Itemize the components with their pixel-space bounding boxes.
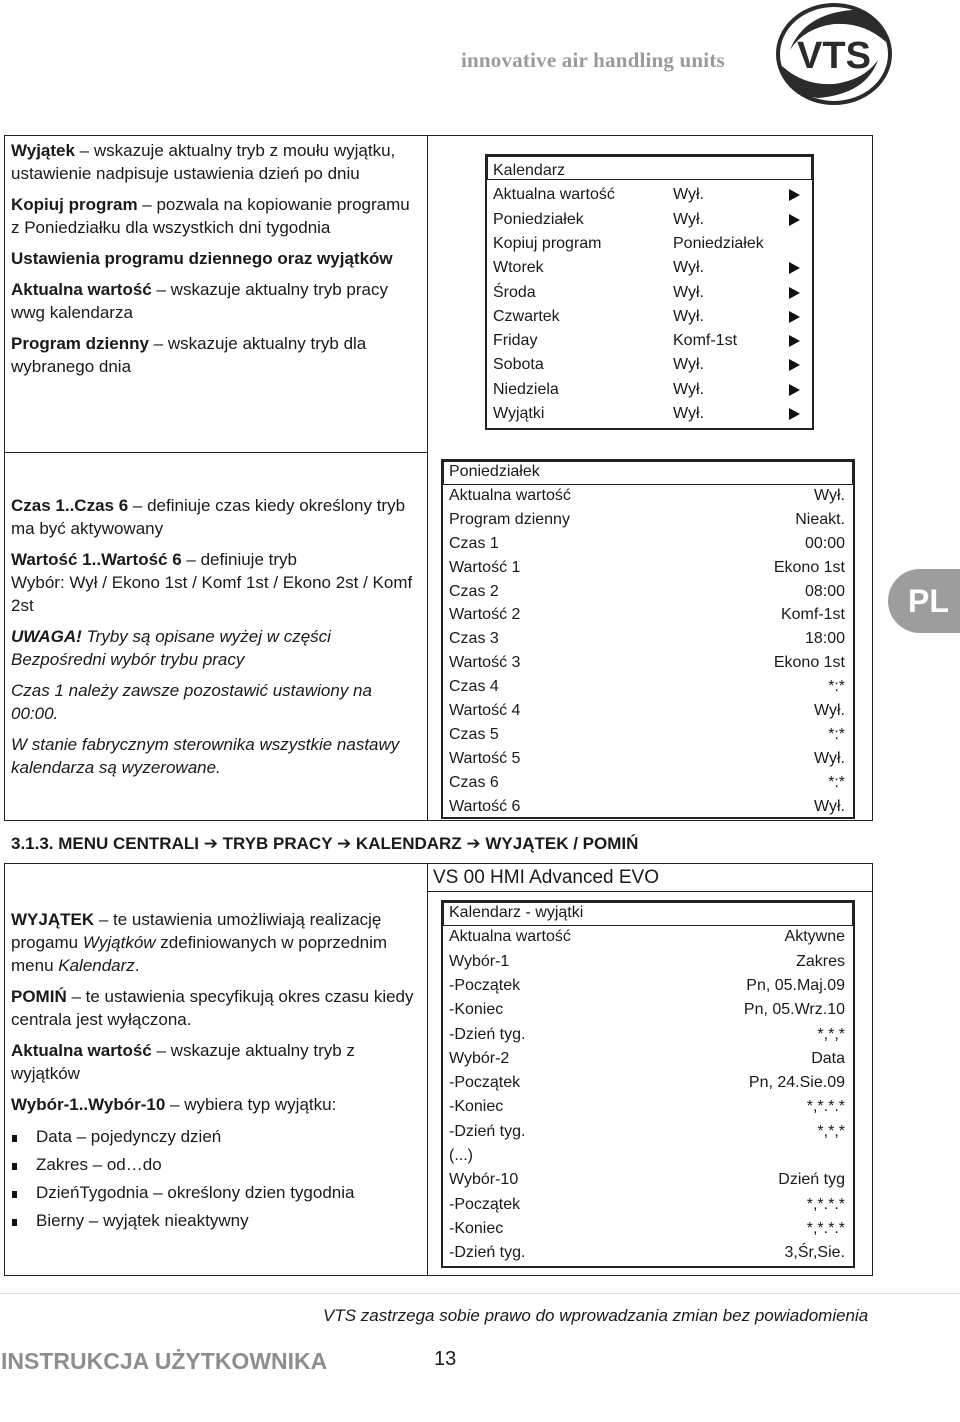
paragraph-wartosc: Wartość 1..Wartość 6 – definiuje tryb Wybór: Wył / Ekono 1st / Komf 1st / Ekono 2st / Komf 2st [11, 550, 413, 615]
wyjatki-row[interactable] [445, 1095, 845, 1119]
wyjatki-row-label: -Początek [449, 1195, 521, 1213]
wyjatki-row[interactable] [445, 1120, 845, 1144]
kalendarz-row[interactable] [489, 378, 804, 402]
poniedzialek-row-value: *:* [828, 773, 845, 791]
wyjatki-row[interactable] [445, 1217, 845, 1241]
arrow-right-icon[interactable] [789, 408, 800, 420]
wyjatki-row-label: Aktualna wartość [449, 928, 571, 946]
paragraph-wybor: Wybór-1..Wybór-10 – wybiera typ wyjątku: [11, 1095, 337, 1114]
paragraph-wyjatek: Wyjątek – wskazuje aktualny tryb z moułu wyjątku, ustawienie nadpisuje ustawienia dzień po dniu [11, 141, 396, 183]
wyjatki-row-label: -Koniec [449, 1001, 504, 1019]
header-tagline: innovative air handling units [461, 48, 725, 72]
section1-divider [427, 135, 428, 821]
paragraph-pomin: POMIŃ – te ustawienia specyfikują okres czasu kiedy centrala jest wyłączona. [11, 987, 414, 1029]
poniedzialek-row-label: Wartość 4 [449, 702, 521, 719]
wyjatki-row[interactable] [445, 1168, 845, 1192]
kalendarz-row[interactable] [489, 256, 804, 280]
arrow-right-icon[interactable] [789, 214, 800, 226]
kalendarz-row[interactable] [489, 208, 804, 232]
wyjatki-row-value: *,*,* [817, 1025, 845, 1043]
paragraph-uwaga: UWAGA! Tryby są opisane wyżej w części Bezpośredni wybór trybu pracy [11, 627, 331, 669]
wyjatki-row-label: -Początek [449, 1074, 521, 1092]
arrow-right-icon[interactable] [789, 335, 800, 347]
poniedzialek-row-label: Wartość 1 [449, 558, 521, 576]
kalendarz-row-value: Wył. [673, 259, 704, 277]
paragraph-kopiuj: Kopiuj program – pozwala na kopiowanie programu z Poniedziałku dla wszystkich dni tygodnia [11, 195, 410, 237]
kalendarz-row-value: Wył. [673, 380, 704, 398]
kalendarz-row[interactable] [489, 353, 804, 377]
poniedzialek-row[interactable] [445, 651, 845, 675]
footer-divider [0, 1293, 960, 1294]
vts-logo [774, 2, 894, 106]
section1-left-text-2 [11, 494, 421, 779]
wyjatki-row-value: Dzień tyg [778, 1171, 845, 1189]
kalendarz-row-value: Poniedziałek [673, 234, 764, 252]
wyjatki-row-value: Data [811, 1049, 845, 1067]
poniedzialek-row-value: Ekono 1st [773, 558, 845, 576]
kalendarz-row[interactable] [489, 305, 804, 329]
wyjatki-row-value: *,*.*.* [806, 1219, 845, 1237]
wyjatki-row[interactable] [445, 1193, 845, 1217]
poniedzialek-row[interactable] [445, 508, 845, 532]
wyjatki-row-label: Wybór-2 [449, 1049, 510, 1067]
poniedzialek-row[interactable] [445, 580, 845, 604]
footer-disclaimer: VTS zastrzega sobie prawo do wprowadzania zmian bez powiadomienia [323, 1306, 869, 1325]
kalendarz-row-label: Wyjątki [493, 405, 545, 422]
footer-manual-title: INSTRUKCJA UŻYTKOWNIKA [1, 1348, 328, 1374]
wyjatki-row-label: Wybór-10 [449, 1171, 519, 1189]
wyjatki-row-label: -Dzień tyg. [449, 1244, 526, 1262]
wyjatki-row-value: Aktywne [784, 928, 845, 946]
wyjatki-row-label: (...) [449, 1147, 473, 1164]
wyjatki-title: Kalendarz - wyjątki [449, 904, 584, 921]
wyjatki-row-value: Pn, 05.Wrz.10 [743, 1001, 845, 1019]
wyjatki-row-value: *,*.*.* [806, 1195, 845, 1213]
poniedzialek-row-value: *:* [828, 725, 845, 743]
kalendarz-row[interactable] [489, 402, 804, 426]
wyjatki-row[interactable] [445, 1071, 845, 1095]
kalendarz-row[interactable] [489, 329, 804, 353]
wyjatki-row-value: *,*,* [817, 1122, 845, 1140]
section2-divider [427, 863, 428, 1276]
wyjatki-row[interactable] [445, 950, 845, 974]
paragraph-program: Program dzienny – wskazuje aktualny tryb dla wybranego dnia [11, 334, 367, 376]
poniedzialek-row-value: Ekono 1st [773, 654, 845, 672]
wyjatki-row-label: -Koniec [449, 1219, 504, 1237]
bullet-dzien-tygodnia: DzieńTygodnia – określony dzien tygodnia [36, 1183, 355, 1202]
poniedzialek-row[interactable] [445, 795, 845, 819]
poniedzialek-row[interactable] [445, 603, 845, 627]
poniedzialek-row-label: Czas 4 [449, 678, 499, 696]
poniedzialek-row-label: Wartość 2 [449, 606, 521, 624]
kalendarz-row-label: Środa [493, 283, 536, 301]
poniedzialek-row[interactable] [445, 484, 845, 508]
poniedzialek-row-value: Komf-1st [780, 606, 845, 624]
wyjatki-row-value: *,*.*.* [806, 1098, 845, 1116]
kalendarz-row-label: Sobota [493, 356, 544, 374]
section2-device-divider [427, 891, 873, 892]
bullet-zakres: Zakres – od…do [36, 1155, 162, 1174]
arrow-right-icon[interactable] [789, 189, 800, 201]
poniedzialek-row-label: Czas 6 [449, 773, 499, 791]
wyjatki-row-value: 3,Śr,Sie. [784, 1244, 845, 1262]
poniedzialek-row[interactable] [445, 747, 845, 771]
section2-heading: 3.1.3. MENU CENTRALI ➔ TRYB PRACY ➔ KALENDARZ ➔ WYJĄTEK / POMIŃ [11, 834, 639, 853]
wyjatki-row[interactable] [445, 1241, 845, 1265]
poniedzialek-row-label: Czas 2 [449, 582, 499, 600]
kalendarz-row-value: Wył. [673, 186, 704, 204]
poniedzialek-row[interactable] [445, 699, 845, 723]
paragraph-factory-note: W stanie fabrycznym sterownika wszystkie nastawy kalendarza są wyzerowane. [11, 735, 400, 777]
arrow-right-icon[interactable] [789, 311, 800, 323]
kalendarz-row[interactable] [489, 281, 804, 305]
kalendarz-title: Kalendarz [493, 162, 566, 179]
poniedzialek-row[interactable] [445, 771, 845, 795]
wyjatki-row[interactable] [445, 1144, 845, 1168]
wyjatki-row[interactable] [445, 1023, 845, 1047]
poniedzialek-row-label: Czas 3 [449, 630, 499, 648]
arrow-right-icon[interactable] [789, 359, 800, 371]
logo-text: VTS [797, 35, 871, 77]
kalendarz-row[interactable] [489, 232, 804, 256]
poniedzialek-row-label: Czas 1 [449, 534, 499, 552]
bullet-bierny: Bierny – wyjątek nieaktywny [36, 1211, 249, 1230]
wyjatki-row-label: -Dzień tyg. [449, 1122, 526, 1140]
kalendarz-row-label: Niedziela [493, 380, 559, 398]
arrow-right-icon[interactable] [789, 287, 800, 299]
kalendarz-row-label: Czwartek [493, 307, 560, 325]
poniedzialek-row-value: Nieakt. [795, 510, 845, 528]
kalendarz-row-label: Friday [493, 332, 538, 350]
page-number: 13 [434, 1348, 457, 1370]
kalendarz-row[interactable] [489, 183, 804, 207]
bullet-data: Data – pojedynczy dzień [36, 1127, 222, 1146]
language-badge: PL [888, 569, 960, 633]
section1-hdivider [4, 452, 428, 453]
paragraph-aktualna-2: Aktualna wartość – wskazuje aktualny tryb z wyjątków [11, 1041, 355, 1083]
poniedzialek-row[interactable] [445, 556, 845, 580]
poniedzialek-row-value: Wył. [814, 797, 845, 815]
poniedzialek-row-label: Wartość 6 [449, 797, 521, 815]
poniedzialek-row-value: 00:00 [804, 534, 845, 552]
paragraph-wyjatek-2: WYJĄTEK – te ustawienia umożliwiają realizację progamu Wyjątków zdefiniowanych w poprzednim menu Kalendarz. [11, 910, 388, 975]
kalendarz-row-value: Wył. [673, 405, 704, 422]
poniedzialek-row-value: 08:00 [804, 582, 845, 600]
paragraph-aktualna: Aktualna wartość – wskazuje aktualny tryb pracy wwg kalendarza [11, 280, 388, 322]
heading-ustawienia: Ustawienia programu dziennego oraz wyjątków [11, 249, 393, 268]
paragraph-czas: Czas 1..Czas 6 – definiuje czas kiedy określony tryb ma być aktywowany [11, 496, 406, 538]
wyjatki-row[interactable] [445, 974, 845, 998]
poniedzialek-row[interactable] [445, 532, 845, 556]
section1-left-text [11, 139, 421, 378]
wyjatki-row[interactable] [445, 925, 845, 949]
arrow-right-icon[interactable] [789, 384, 800, 396]
poniedzialek-row-value: Wył. [814, 486, 845, 504]
section2-left-text [11, 908, 421, 1116]
kalendarz-row-label: Kopiuj program [493, 234, 602, 252]
wyjatki-row-label: Wybór-1 [449, 952, 510, 970]
arrow-right-icon[interactable] [789, 262, 800, 274]
kalendarz-row-value: Wył. [673, 210, 704, 228]
poniedzialek-row-label: Wartość 5 [449, 749, 521, 767]
wyjatki-row-value: Pn, 24.Sie.09 [748, 1074, 845, 1092]
kalendarz-row-label: Wtorek [493, 259, 544, 277]
wyjatki-row-label: -Koniec [449, 1098, 504, 1116]
kalendarz-row-value: Wył. [673, 307, 704, 325]
poniedzialek-row-label: Czas 5 [449, 725, 499, 743]
wyjatki-row[interactable] [445, 1047, 845, 1071]
wyjatki-row-label: -Dzień tyg. [449, 1025, 526, 1043]
poniedzialek-title: Poniedziałek [449, 463, 540, 480]
poniedzialek-row-label: Aktualna wartość [449, 486, 571, 504]
wyjatki-row-label: -Początek [449, 976, 521, 994]
poniedzialek-row-label: Program dzienny [449, 510, 570, 528]
device-label: VS 00 HMI Advanced EVO [433, 867, 660, 888]
kalendarz-row-value: Komf-1st [673, 332, 738, 350]
poniedzialek-row-value: 18:00 [804, 630, 845, 648]
wyjatki-row-value: Zakres [796, 952, 845, 970]
poniedzialek-row-value: Wył. [814, 702, 845, 719]
kalendarz-row-label: Poniedziałek [493, 210, 584, 228]
poniedzialek-row[interactable] [445, 627, 845, 651]
paragraph-czas1-note: Czas 1 należy zawsze pozostawić ustawiony na 00:00. [11, 681, 372, 723]
poniedzialek-row[interactable] [445, 675, 845, 699]
wyjatki-row[interactable] [445, 998, 845, 1022]
kalendarz-row-value: Wył. [673, 356, 704, 374]
wyjatki-row-value: Pn, 05.Maj.09 [746, 976, 845, 994]
poniedzialek-row-label: Wartość 3 [449, 654, 521, 672]
poniedzialek-row[interactable] [445, 723, 845, 747]
poniedzialek-row-value: Wył. [814, 749, 845, 767]
kalendarz-row-label: Aktualna wartość [493, 186, 615, 204]
kalendarz-row-value: Wył. [673, 283, 704, 301]
poniedzialek-row-value: *:* [828, 678, 845, 696]
